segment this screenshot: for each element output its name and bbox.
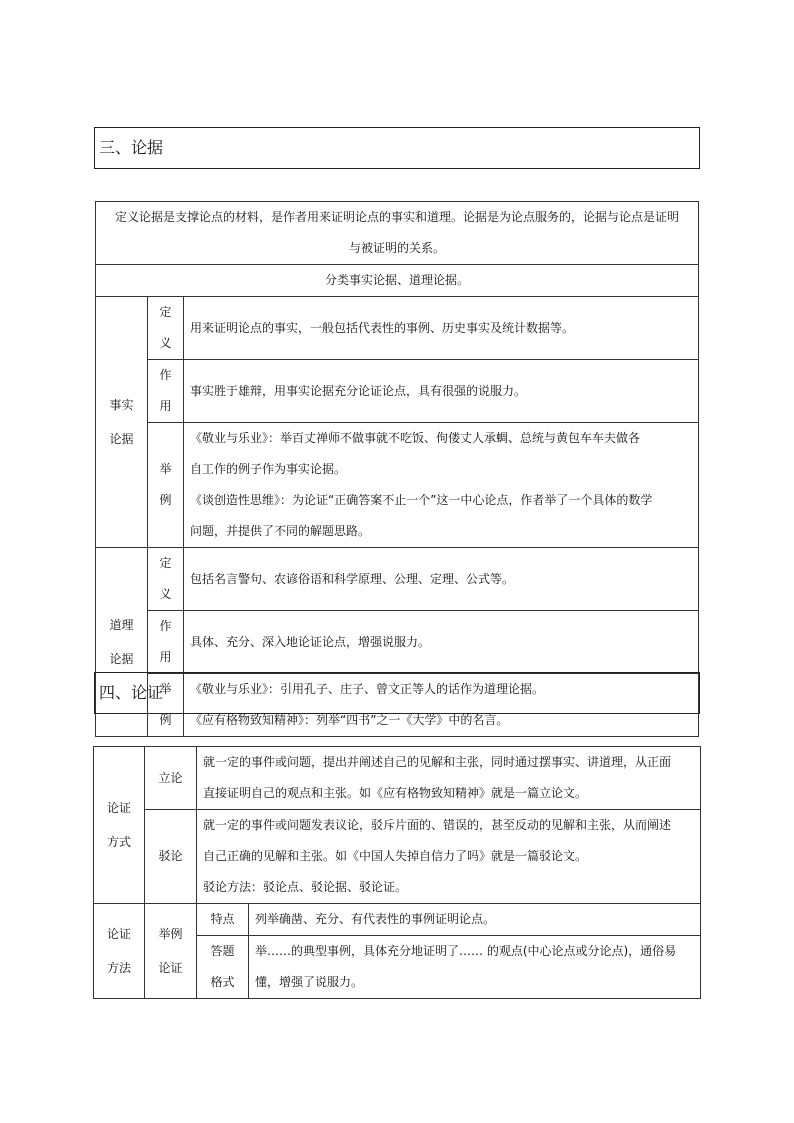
- format-label: [197, 936, 249, 999]
- establish-text: [197, 747, 701, 810]
- reason-use-row: [96, 611, 699, 674]
- section-title-argumentation: 四、论证: [94, 672, 700, 714]
- section-title-arguments: 三、论据: [94, 127, 700, 169]
- fact-example-row: [96, 423, 699, 548]
- refute-row: [94, 810, 701, 904]
- reason-def-label: 定义: [148, 548, 184, 611]
- reason-example-line-2: 《应有格物致知精神》：列举“四书”之一《大学》中的名言。: [190, 713, 509, 727]
- mode-label-part-2: 方式: [106, 835, 131, 849]
- reason-use-text: 具体、充分、深入地论证论点，增强说服力。: [184, 611, 699, 674]
- fact-example-text: [184, 423, 699, 548]
- format-text: [249, 936, 701, 999]
- format-line-1: 举……的典型事例，具体充分地证明了…… 的观点(中心论点或分论点)，通俗易: [255, 944, 677, 958]
- fact-definition-row: [96, 297, 699, 360]
- fact-example-line-1: 《敬业与乐业》：举百丈禅师不做事就不吃饭、佝偻丈人承蜩、总统与黄包车车夫做各: [190, 431, 641, 445]
- refute-label: 驳论: [145, 810, 197, 904]
- fact-def-label: 定义: [148, 297, 184, 360]
- feature-label: 特点: [197, 904, 249, 936]
- mode-label-part-1: 论证: [106, 801, 131, 815]
- format-line-2: 懂，增强了说服力。: [255, 975, 364, 989]
- refute-text: [197, 810, 701, 904]
- establish-line-1: 就一定的事件或问题，提出并阐述自己的见解和主张，同时通过摆事实、讲道理，从正面: [203, 755, 672, 769]
- definition-line-2: 与被证明的关系。: [348, 241, 445, 255]
- method-label-part-1: 论证: [106, 927, 131, 941]
- fact-label-part-1: 事实: [109, 398, 134, 412]
- establish-line-2: 直接证明自己的观点和主张。如《应有格物致知精神》就是一篇立论文。: [203, 786, 588, 800]
- classification-cell: 分类事实论据、道理论据。: [96, 265, 699, 297]
- mode-label: [94, 747, 145, 904]
- example-argument-part-1: 举例: [158, 927, 183, 941]
- example-argument-part-2: 论证: [158, 961, 183, 975]
- fact-example-label: 举例: [148, 423, 184, 548]
- feature-row: [94, 904, 701, 936]
- method-label: [94, 904, 145, 999]
- definition-row: [96, 202, 699, 265]
- reason-example-line-1: 《敬业与乐业》：引用孔子、庄子、曾文正等人的话作为道理论据。: [190, 682, 545, 696]
- establish-row: [94, 747, 701, 810]
- reason-example-label: 举例: [148, 674, 184, 737]
- fact-label-part-2: 论据: [109, 432, 134, 446]
- fact-use-label: 作用: [148, 360, 184, 423]
- format-label-part-2: 格式: [210, 975, 235, 989]
- definition-line-1: 定义论据是支撑论点的材料，是作者用来证明论点的事实和道理。论据是为论点服务的，论据与论点是证明: [114, 210, 679, 224]
- reason-label-part-2: 论据: [109, 652, 134, 666]
- example-argument-label: [145, 904, 197, 999]
- feature-text: 列举确凿、充分、有代表性的事例证明论点。: [249, 904, 701, 936]
- reason-def-text: 包括名言警句、农谚俗语和科学原理、公理、定理、公式等。: [184, 548, 699, 611]
- fact-use-row: [96, 360, 699, 423]
- refute-line-1: 就一定的事件或问题发表议论，驳斥片面的、错误的，甚至反动的见解和主张，从而阐述: [203, 818, 672, 832]
- fact-evidence-label: [96, 297, 148, 548]
- argumentation-table: [93, 746, 701, 999]
- reason-use-label: 作用: [148, 611, 184, 674]
- evidence-table: [95, 201, 699, 737]
- refute-line-2: 自己正确的见解和主张。如《中国人失掉自信力了吗》就是一篇驳论文。: [203, 849, 588, 863]
- fact-example-line-4: 问题，并提供了不同的解题思路。: [190, 524, 371, 538]
- classification-row: [96, 265, 699, 297]
- method-label-part-2: 方法: [106, 961, 131, 975]
- refute-line-3: 驳论方法：驳论点、驳论据、驳论证。: [203, 880, 408, 894]
- reason-label-part-1: 道理: [109, 618, 134, 632]
- fact-example-line-3: 《谈创造性思维》：为论证“正确答案不止一个”这一中心论点，作者举了一个具体的数学: [190, 493, 653, 507]
- fact-use-text: 事实胜于雄辩，用事实论据充分论证论点，具有很强的说服力。: [184, 360, 699, 423]
- establish-label: 立论: [145, 747, 197, 810]
- definition-cell: [96, 202, 699, 265]
- format-label-part-1: 答题: [210, 944, 235, 958]
- fact-example-line-2: 自工作的例子作为事实论据。: [190, 462, 347, 476]
- reason-definition-row: [96, 548, 699, 611]
- fact-def-text: 用来证明论点的事实，一般包括代表性的事例、历史事实及统计数据等。: [184, 297, 699, 360]
